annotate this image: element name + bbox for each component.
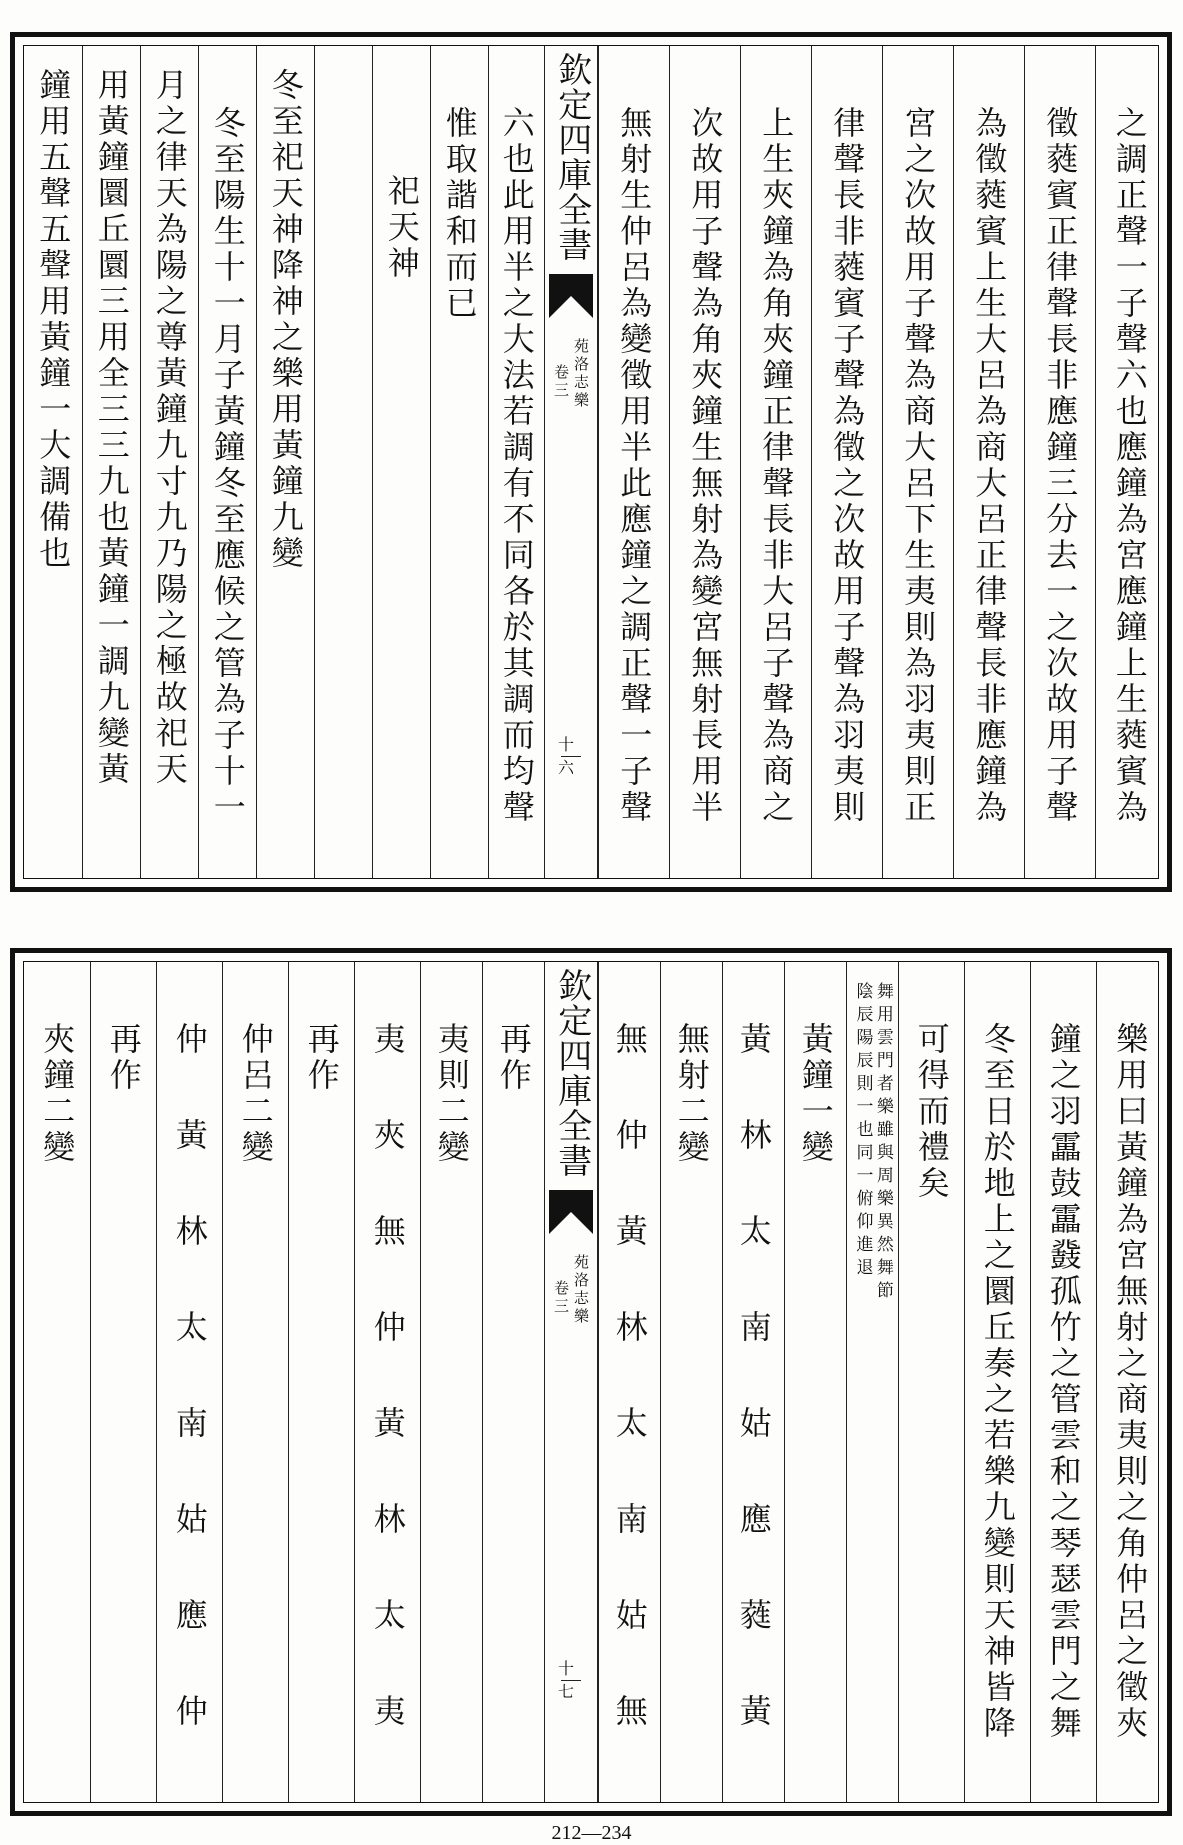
note-line: 舞用雲門者樂雖與周樂異然舞節 bbox=[872, 982, 893, 1304]
column-text: 無射生仲呂為變徵用半此應鐘之調正聲一子聲 bbox=[615, 106, 654, 826]
section-heading: 祀天神 bbox=[382, 174, 421, 282]
volume-label: 卷三 bbox=[552, 364, 570, 400]
volume-label: 卷三 bbox=[552, 1280, 570, 1316]
center-spine bbox=[544, 46, 598, 878]
column-text: 冬至日於地上之圜丘奏之若樂九變則天神皆降 bbox=[978, 1022, 1017, 1742]
text-column bbox=[256, 46, 314, 878]
book-title: 欽定四庫全書 bbox=[551, 968, 592, 1178]
column-text: 鐘用五聲五聲用黃鐘一大調備也 bbox=[34, 68, 73, 572]
top-page bbox=[10, 32, 1172, 892]
column-text: 再作 bbox=[302, 1022, 341, 1094]
bottom-page-frame bbox=[23, 961, 1159, 1803]
bottom-page bbox=[10, 948, 1172, 1816]
text-column bbox=[288, 962, 354, 1802]
text-column bbox=[669, 46, 740, 878]
folio-number: 十六 bbox=[558, 735, 575, 777]
text-column bbox=[198, 46, 256, 878]
text-column bbox=[598, 46, 669, 878]
column-text: 宮之次故用子聲為商大呂下生夷則為羽夷則正 bbox=[899, 106, 938, 826]
text-column bbox=[222, 962, 288, 1802]
column-text: 夷則二變 bbox=[432, 1022, 471, 1166]
column-text: 仲黃林太南姑應仲 bbox=[170, 1022, 209, 1790]
column-text: 仲呂二變 bbox=[236, 1022, 275, 1166]
text-column bbox=[1095, 46, 1163, 878]
work-title: 苑洛志樂 bbox=[572, 338, 590, 410]
column-text: 鐘之羽靁鼓靁鼗孤竹之管雲和之琴瑟雲門之舞 bbox=[1044, 1022, 1083, 1742]
text-column bbox=[784, 962, 846, 1802]
column-text: 次故用子聲為角夾鐘生無射為變宮無射長用半 bbox=[686, 106, 725, 826]
column-text: 為徵蕤賓上生大呂為商大呂正律聲長非應鐘為 bbox=[970, 106, 1009, 826]
column-text: 可得而禮矣 bbox=[912, 1022, 951, 1202]
text-column bbox=[420, 962, 482, 1802]
text-column bbox=[82, 46, 140, 878]
text-column bbox=[964, 962, 1030, 1802]
column-text: 再作 bbox=[104, 1022, 143, 1094]
column-text: 六也此用半之大法若調有不同各於其調而均聲 bbox=[497, 106, 536, 826]
text-column bbox=[1096, 962, 1163, 1802]
text-column bbox=[660, 962, 722, 1802]
text-column bbox=[898, 962, 964, 1802]
column-text: 徵蕤賓正律聲長非應鐘三分去一之次故用子聲 bbox=[1041, 106, 1080, 826]
text-column bbox=[953, 46, 1024, 878]
text-column bbox=[156, 962, 222, 1802]
column-text: 冬至陽生十一月子黃鐘冬至應候之管為子十一 bbox=[208, 106, 247, 826]
book-title: 欽定四庫全書 bbox=[551, 52, 592, 262]
text-column bbox=[882, 46, 953, 878]
column-text: 無仲黃林太南姑無 bbox=[610, 1022, 649, 1790]
text-column bbox=[24, 46, 82, 878]
text-column bbox=[90, 962, 156, 1802]
text-column bbox=[722, 962, 784, 1802]
text-column bbox=[24, 962, 90, 1802]
text-column bbox=[598, 962, 660, 1802]
fishtail-mark bbox=[549, 1190, 593, 1234]
column-text: 夷夾無仲黃林太夷 bbox=[368, 1022, 407, 1790]
text-column bbox=[140, 46, 198, 878]
column-text: 律聲長非蕤賓子聲為徵之次故用子聲為羽夷則 bbox=[828, 106, 867, 826]
text-column bbox=[740, 46, 811, 878]
column-text: 樂用曰黃鐘為宮無射之商夷則之角仲呂之徵夾 bbox=[1111, 1022, 1150, 1742]
work-title: 苑洛志樂 bbox=[572, 1254, 590, 1326]
column-text: 之調正聲一子聲六也應鐘為宮應鐘上生蕤賓為 bbox=[1110, 106, 1149, 826]
column-text: 再作 bbox=[494, 1022, 533, 1094]
double-line-note bbox=[847, 982, 898, 1782]
text-column bbox=[314, 46, 372, 878]
column-heading: 冬至祀天神降神之樂用黃鐘九變 bbox=[266, 68, 305, 572]
text-column bbox=[372, 46, 430, 878]
text-column bbox=[482, 962, 544, 1802]
fishtail-mark bbox=[549, 274, 593, 318]
text-column bbox=[430, 46, 488, 878]
column-text: 無射二變 bbox=[672, 1022, 711, 1166]
note-column bbox=[846, 962, 898, 1802]
column-text: 黃鐘一變 bbox=[796, 1022, 835, 1166]
text-column bbox=[1030, 962, 1096, 1802]
note-line: 陰辰陽辰則一也同一俯仰進退 bbox=[852, 982, 873, 1281]
column-text: 上生夾鐘為角夾鐘正律聲長非大呂子聲為商之 bbox=[757, 106, 796, 826]
text-column bbox=[811, 46, 882, 878]
page-number-footer: 212—234 bbox=[551, 1822, 632, 1844]
center-spine bbox=[544, 962, 598, 1802]
top-page-frame bbox=[23, 45, 1159, 879]
text-column bbox=[354, 962, 420, 1802]
column-text: 月之律天為陽之尊黃鐘九寸九乃陽之極故祀天 bbox=[150, 68, 189, 788]
column-text: 黃林太南姑應蕤黃 bbox=[734, 1022, 773, 1790]
column-text: 用黃鐘圜丘圜三用全三三九也黃鐘一調九變黃 bbox=[92, 68, 131, 788]
folio-number: 十七 bbox=[558, 1659, 575, 1701]
column-text: 夾鐘二變 bbox=[38, 1022, 77, 1166]
column-text: 惟取諧和而已 bbox=[440, 106, 479, 322]
text-column bbox=[1024, 46, 1095, 878]
text-column bbox=[488, 46, 544, 878]
